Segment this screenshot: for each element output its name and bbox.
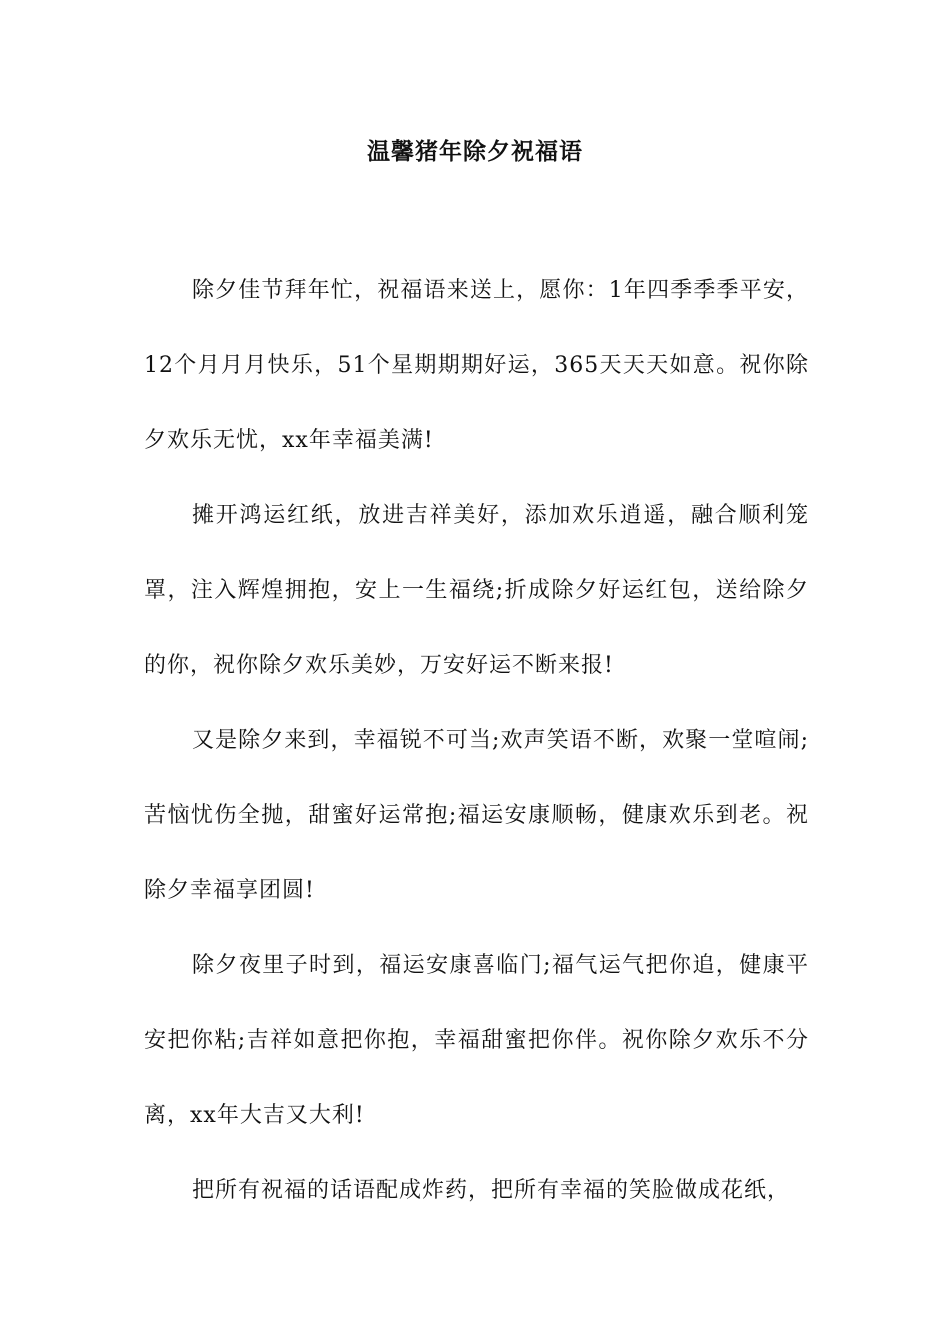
document-body <box>144 253 809 1228</box>
paragraph-4: 除夕夜里子时到，福运安康喜临门;福气运气把你追，健康平安把你粘;吉祥如意把你抱，幸福甜蜜把你伴。祝你除夕欢乐不分离，xx年大吉又大利! <box>144 953 809 1128</box>
paragraph-5: 把所有祝福的话语配成炸药，把所有幸福的笑脸做成花纸， <box>192 1178 791 1203</box>
document-title: 温馨猪年除夕祝福语 <box>367 138 583 165</box>
paragraph-1: 除夕佳节拜年忙，祝福语来送上，愿你：1年四季季季平安，12个月月月快乐，51个星期期期好运，365天天天如意。祝你除夕欢乐无忧，xx年幸福美满! <box>144 278 809 453</box>
paragraph-3: 又是除夕来到，幸福锐不可当;欢声笑语不断，欢聚一堂喧闹;苦恼忧伤全抛，甜蜜好运常抱;福运安康顺畅，健康欢乐到老。祝除夕幸福享团圆! <box>144 728 809 903</box>
paragraph-2: 摊开鸿运红纸，放进吉祥美好，添加欢乐逍遥，融合顺利笼罩，注入辉煌拥抱，安上一生福绕;折成除夕好运红包，送给除夕的你，祝你除夕欢乐美妙，万安好运不断来报! <box>144 503 809 678</box>
